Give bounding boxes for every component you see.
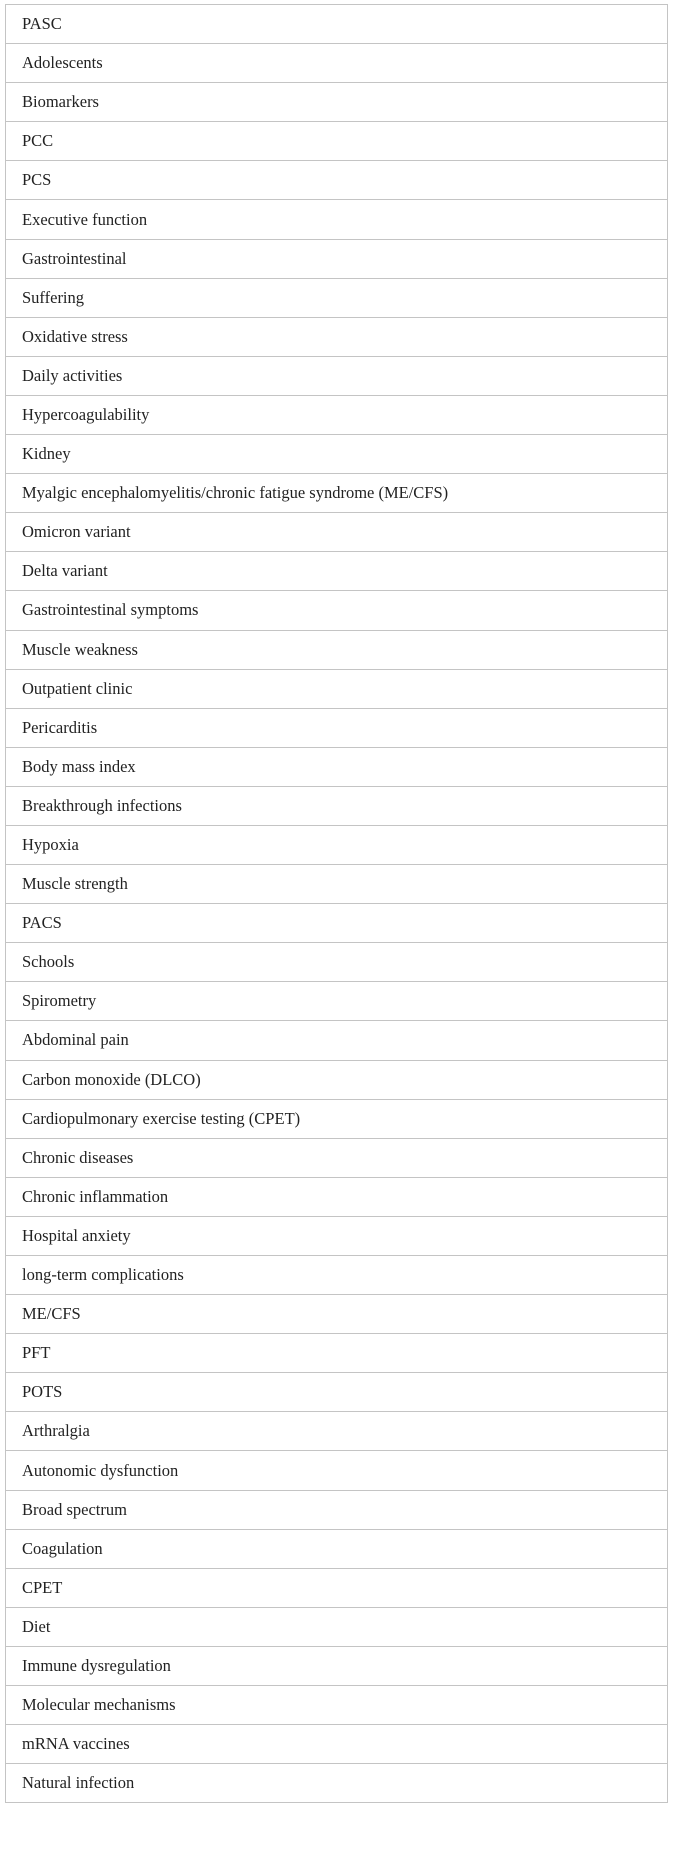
table-row <box>6 1099 668 1138</box>
table-row <box>6 747 668 786</box>
keyword-cell: PASC <box>6 5 668 44</box>
table-row <box>6 591 668 630</box>
keyword-cell: Suffering <box>6 278 668 317</box>
keyword-cell: Outpatient clinic <box>6 669 668 708</box>
table-row <box>6 1177 668 1216</box>
table-row <box>6 982 668 1021</box>
table-row <box>6 239 668 278</box>
table-row <box>6 1412 668 1451</box>
table-row <box>6 669 668 708</box>
table-row <box>6 786 668 825</box>
table-row <box>6 1021 668 1060</box>
table-row <box>6 1568 668 1607</box>
table-row <box>6 1764 668 1803</box>
keyword-cell: Adolescents <box>6 44 668 83</box>
table-row <box>6 708 668 747</box>
keyword-cell: Autonomic dysfunction <box>6 1451 668 1490</box>
keyword-table-body <box>6 5 668 1803</box>
keyword-cell: Abdominal pain <box>6 1021 668 1060</box>
keyword-cell: Spirometry <box>6 982 668 1021</box>
keyword-cell: Arthralgia <box>6 1412 668 1451</box>
keyword-cell: ME/CFS <box>6 1295 668 1334</box>
table-row <box>6 1490 668 1529</box>
table-row <box>6 161 668 200</box>
table-row <box>6 1451 668 1490</box>
keyword-cell: Broad spectrum <box>6 1490 668 1529</box>
keyword-cell: Delta variant <box>6 552 668 591</box>
table-row <box>6 1334 668 1373</box>
keyword-cell: Body mass index <box>6 747 668 786</box>
table-row <box>6 1607 668 1646</box>
keyword-cell: Hypercoagulability <box>6 395 668 434</box>
keyword-cell: Biomarkers <box>6 83 668 122</box>
keyword-cell: POTS <box>6 1373 668 1412</box>
keyword-cell: Gastrointestinal <box>6 239 668 278</box>
keyword-cell: Chronic diseases <box>6 1138 668 1177</box>
keyword-cell: Coagulation <box>6 1529 668 1568</box>
keyword-cell: Carbon monoxide (DLCO) <box>6 1060 668 1099</box>
keyword-cell: Omicron variant <box>6 513 668 552</box>
keyword-cell: CPET <box>6 1568 668 1607</box>
keyword-table <box>5 4 668 1803</box>
table-row <box>6 552 668 591</box>
table-row <box>6 1256 668 1295</box>
table-row <box>6 5 668 44</box>
table-row <box>6 1646 668 1685</box>
table-row <box>6 904 668 943</box>
table-row <box>6 1216 668 1255</box>
keyword-cell: Cardiopulmonary exercise testing (CPET) <box>6 1099 668 1138</box>
table-row <box>6 1686 668 1725</box>
keyword-cell: Kidney <box>6 435 668 474</box>
keyword-cell: PCC <box>6 122 668 161</box>
keyword-cell: Natural infection <box>6 1764 668 1803</box>
keyword-cell: Muscle weakness <box>6 630 668 669</box>
table-row <box>6 865 668 904</box>
table-row <box>6 825 668 864</box>
table-row <box>6 278 668 317</box>
keyword-cell: PACS <box>6 904 668 943</box>
table-row <box>6 44 668 83</box>
keyword-cell: PFT <box>6 1334 668 1373</box>
table-row <box>6 200 668 239</box>
table-row <box>6 1725 668 1764</box>
table-row <box>6 356 668 395</box>
keyword-cell: PCS <box>6 161 668 200</box>
keyword-cell: Hypoxia <box>6 825 668 864</box>
keyword-cell: Breakthrough infections <box>6 786 668 825</box>
table-row <box>6 943 668 982</box>
keyword-cell: Immune dysregulation <box>6 1646 668 1685</box>
keyword-cell: Daily activities <box>6 356 668 395</box>
table-row <box>6 630 668 669</box>
table-row <box>6 435 668 474</box>
table-row <box>6 474 668 513</box>
keyword-cell: mRNA vaccines <box>6 1725 668 1764</box>
table-row <box>6 122 668 161</box>
table-row <box>6 1295 668 1334</box>
table-row <box>6 513 668 552</box>
keyword-cell: Molecular mechanisms <box>6 1686 668 1725</box>
keyword-cell: Muscle strength <box>6 865 668 904</box>
keyword-cell: long-term complications <box>6 1256 668 1295</box>
table-row <box>6 83 668 122</box>
keyword-cell: Hospital anxiety <box>6 1216 668 1255</box>
table-row <box>6 395 668 434</box>
table-row <box>6 1529 668 1568</box>
table-row <box>6 1060 668 1099</box>
keyword-cell: Myalgic encephalomyelitis/chronic fatigue syndrome (ME/CFS) <box>6 474 668 513</box>
table-row <box>6 1138 668 1177</box>
keyword-cell: Schools <box>6 943 668 982</box>
table-row <box>6 1373 668 1412</box>
keyword-cell: Gastrointestinal symptoms <box>6 591 668 630</box>
table-row <box>6 317 668 356</box>
keyword-cell: Pericarditis <box>6 708 668 747</box>
keyword-cell: Executive function <box>6 200 668 239</box>
keyword-cell: Diet <box>6 1607 668 1646</box>
keyword-cell: Chronic inflammation <box>6 1177 668 1216</box>
keyword-cell: Oxidative stress <box>6 317 668 356</box>
